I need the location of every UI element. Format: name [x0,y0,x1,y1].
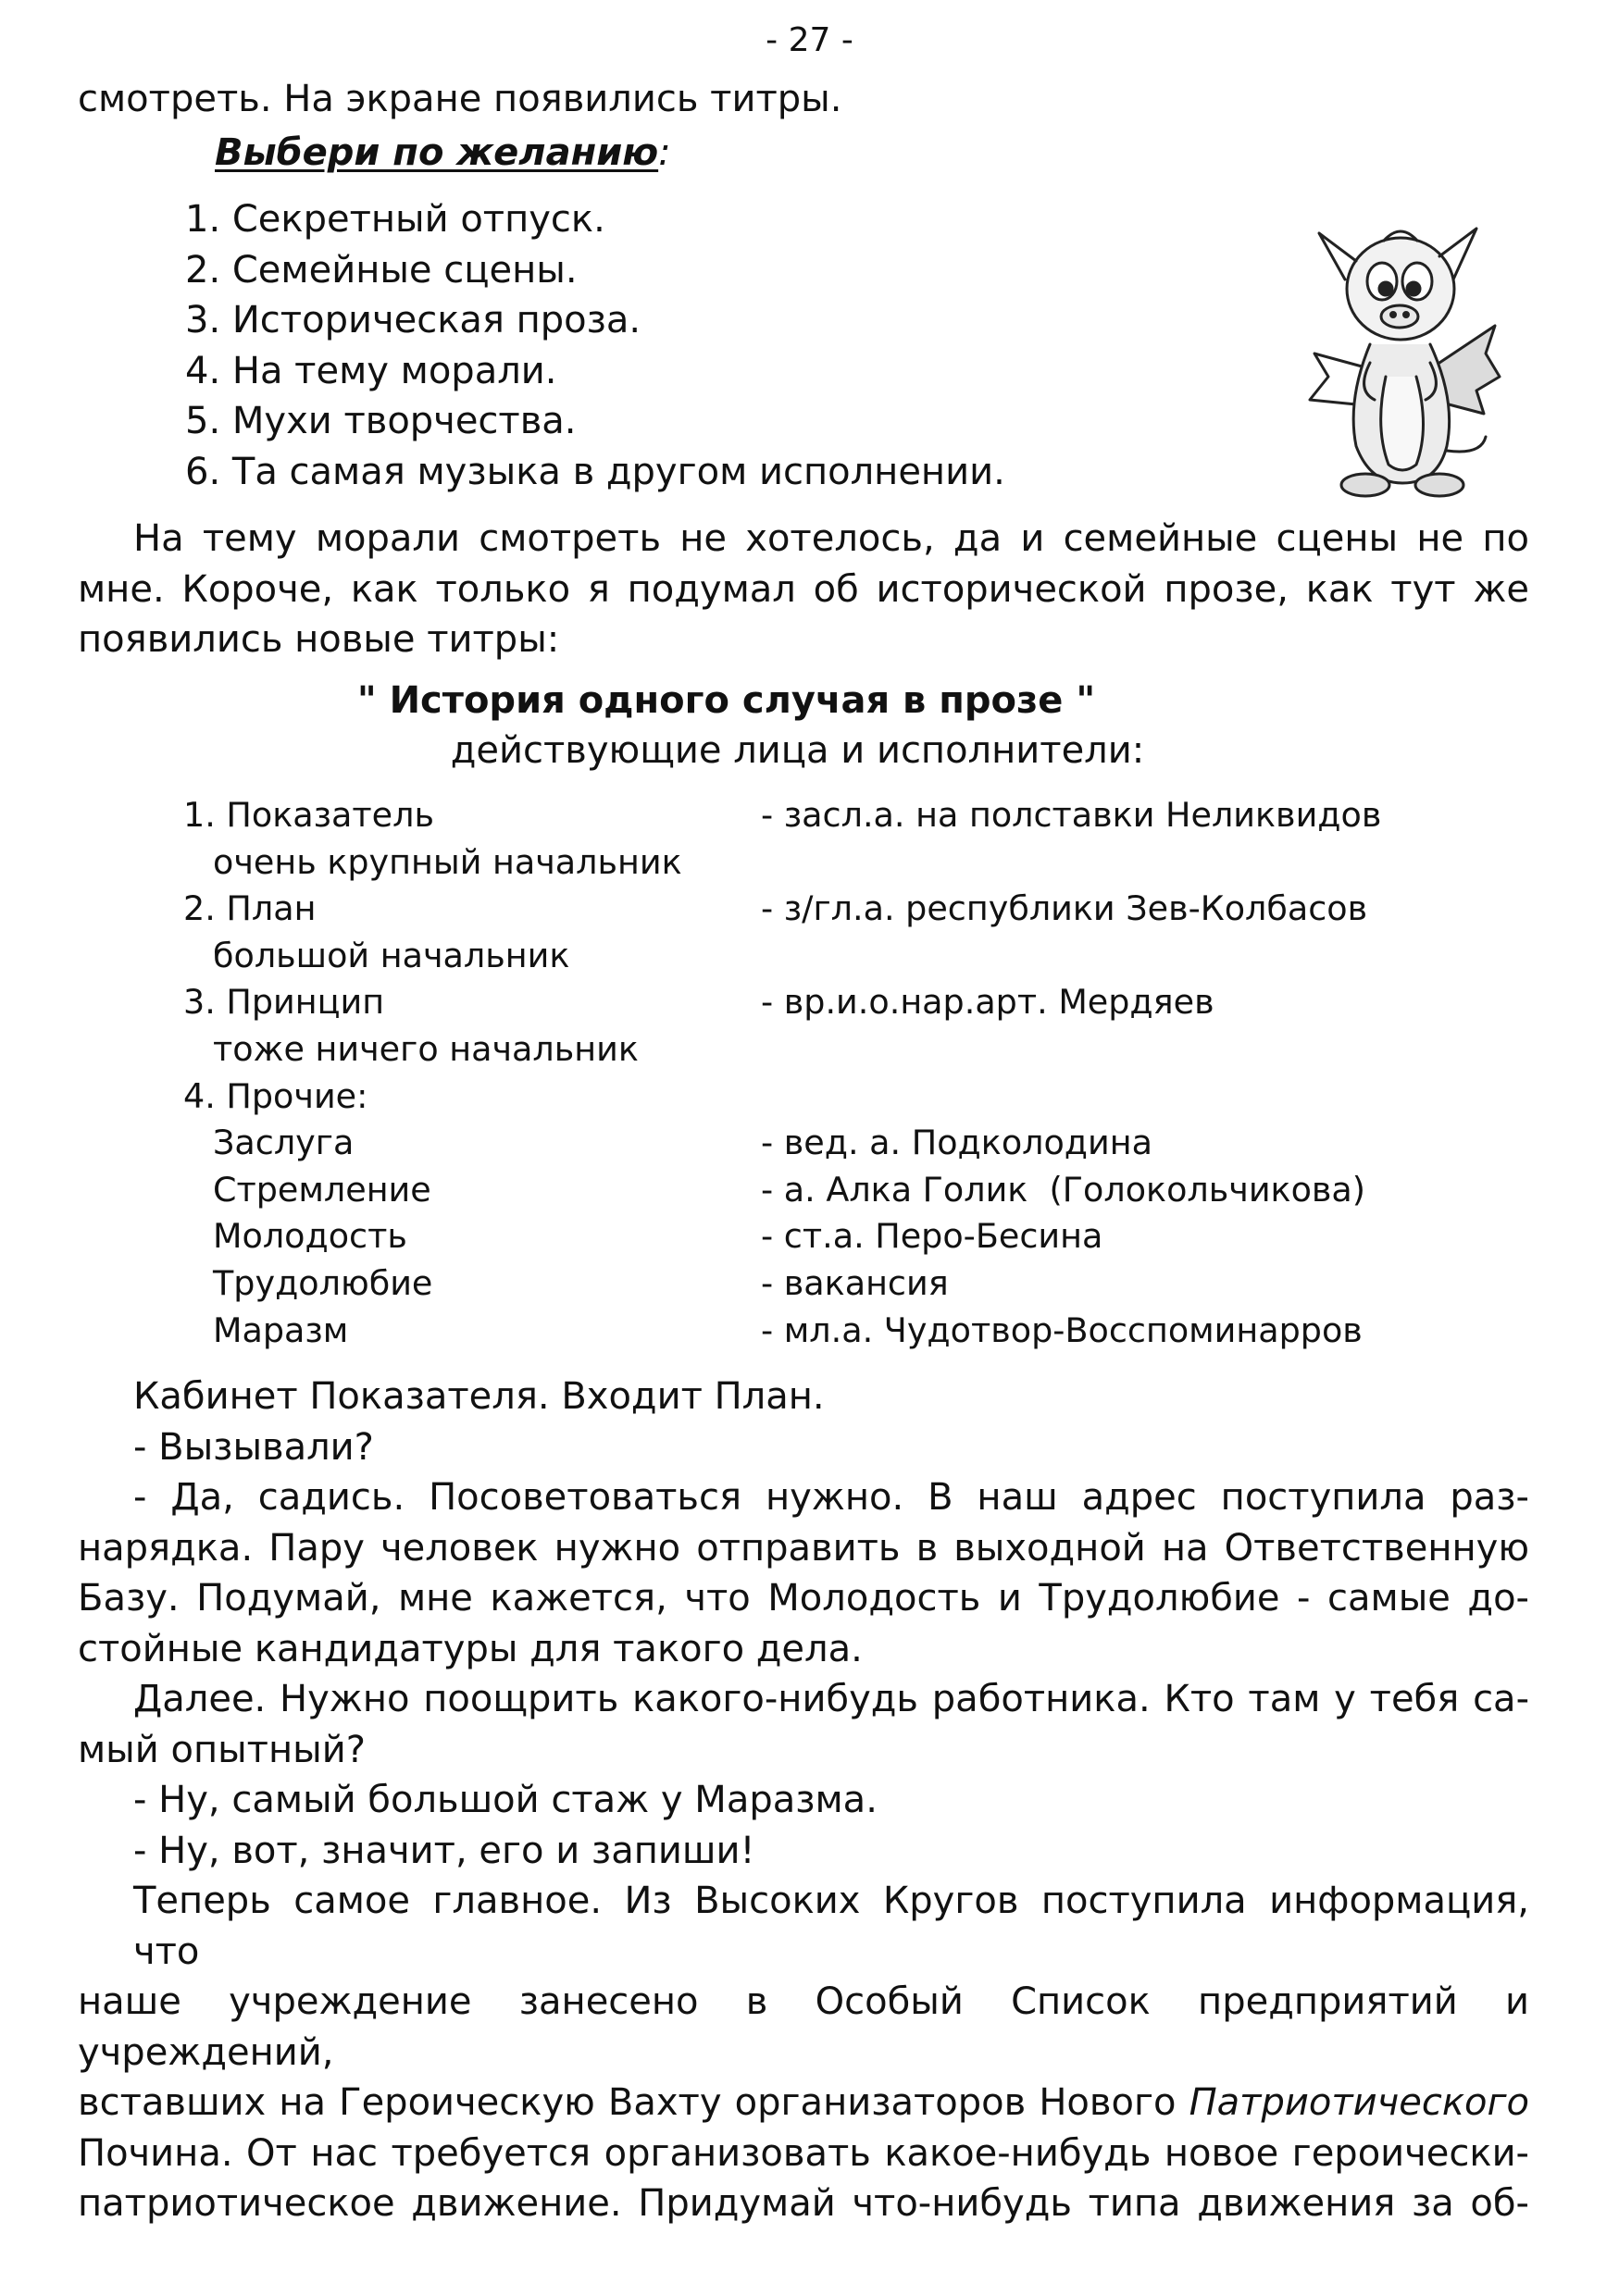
list-item: 5. Мухи творчества. [185,400,577,442]
cast-role: Трудолюбие [213,1262,433,1303]
cast-role: 3. Принцип [183,982,385,1023]
list-item: 2. Семейные сцены. [185,248,578,292]
cast-subtitle: действующие лица и исполнители: [450,729,1145,772]
dialogue-line: Базу. Подумай, мне кажется, что Молодость и Трудолюбие - самые до- [78,1577,1529,1620]
cast-title: " История одного случая в прозе " [356,679,1096,722]
cast-role: Заслуга [213,1123,355,1163]
dialogue-line: - Да, садись. Посоветоваться нужно. В наш адрес поступила раз- [133,1476,1529,1519]
dialogue-line: нарядка. Пару человек нужно отправить в выходной на Ответственную [78,1526,1529,1570]
choice-list [185,194,1005,497]
choose-heading [215,128,671,178]
cast-actor: - вакансия [761,1262,949,1303]
intro-line: смотреть. На экране появились титры. [78,78,842,120]
cast-role: 2. План [183,888,317,929]
dialogue-line: наше учреждение занесено в Особый Список предприятий и учреждений, [78,1980,1529,2074]
cast-role: Молодость [213,1216,407,1257]
dialogue-line: - Вызывали? [133,1425,374,1469]
cast-actor: - засл.а. на полставки Неликвидов [761,795,1382,835]
page-number: - 27 - [766,21,853,59]
cast-role: очень крупный начальник [213,841,682,882]
cast-role: большой начальник [213,935,570,975]
choose-heading-colon: : [658,131,671,174]
dialogue-line: - Ну, самый большой стаж у Маразма. [133,1779,878,1821]
cast-role: тоже ничего начальник [213,1028,639,1069]
dialogue-line: патриотическое движение. Придумай что-нибудь типа движения за об- [78,2182,1529,2225]
paragraph-line: мне. Короче, как только я подумал об исторической прозе, как тут же [78,567,1529,611]
list-item: 3. Историческая проза. [185,299,641,341]
choose-heading-text: Выбери по желанию [215,131,659,174]
paragraph-1 [78,514,1529,665]
cast-role: Маразм [213,1309,349,1350]
paragraph-line: появились новые титры: [78,618,560,661]
dialogue [78,1371,1529,2229]
dialogue-line: стойные кандидатуры для такого дела. [78,1627,863,1670]
cast-heading [0,676,1619,776]
paragraph-line: На тему морали смотреть не хотелось, да и семейные сцены не по [133,517,1529,560]
list-item: 4. На тему морали. [185,349,557,392]
dialogue-line: Теперь самое главное. Из Высоких Кругов поступила информация, что [133,1880,1529,1973]
dialogue-line: Почина. От нас требуется организовать какое-нибудь новое героически- [78,2131,1529,2175]
italic-word: Патриотического [1189,2081,1529,2124]
cast-role: Стремление [213,1169,431,1210]
cast-actor: - а. Алка Голик (Голокольчикова) [761,1169,1366,1210]
dialogue-line: - Ну, вот, значит, его и запиши! [133,1829,755,1872]
cast-role: 4. Прочие: [183,1075,368,1116]
cast-role: 1. Показатель [183,795,434,835]
dialogue-line: мый опытный? [78,1728,366,1771]
cast-actor: - мл.а. Чудотвор-Восспоминарров [761,1309,1363,1350]
list-item: 6. Та самая музыка в другом исполнении. [185,450,1005,493]
cast-actor: - вр.и.о.нар.арт. Мердяев [761,982,1214,1023]
dialogue-line: Кабинет Показателя. Входит План. [133,1375,825,1418]
dialogue-line [78,2078,1529,2128]
dialogue-text: вставших на Героическую Вахту организаторов Нового [78,2081,1189,2124]
cast-actor: - вед. а. Подколодина [761,1123,1152,1163]
list-item: 1. Секретный отпуск. [185,198,605,241]
cartoon-dragon-icon [1301,215,1504,502]
dialogue-line: Далее. Нужно поощрить какого-нибудь работника. Кто там у тебя са- [133,1678,1529,1720]
intro-paragraph [78,74,1529,125]
cast-actor: - з/гл.а. республики Зев-Колбасов [761,888,1368,929]
cast-actor: - ст.а. Перо-Бесина [761,1216,1103,1257]
